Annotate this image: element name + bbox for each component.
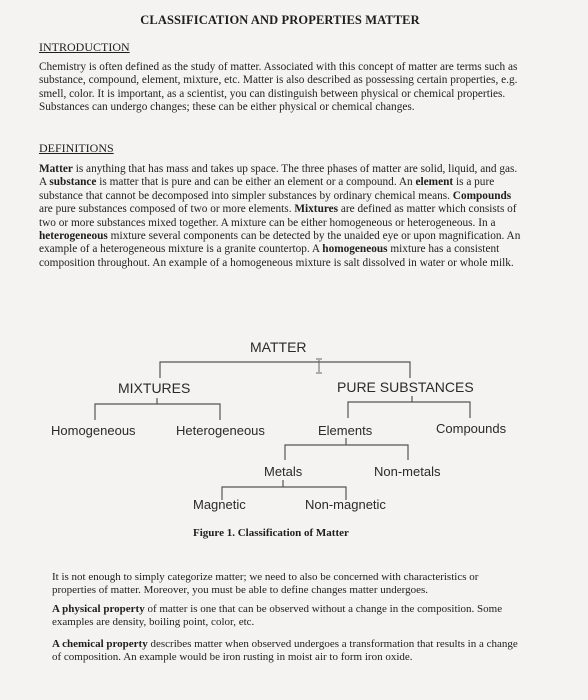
definition-term: homogeneous [322, 243, 388, 256]
document-title: CLASSIFICATION AND PROPERTIES MATTER [140, 13, 420, 27]
definition-text: mixture has a consistent composition throughout. An example of a homogeneous mixture is salt dissolved in water or whole milk. [39, 243, 514, 269]
physical-property-paragraph [52, 603, 522, 629]
definition-text: are defined as matter which consists of two or more substances mixed together. A mixture can be either homogeneous or heterogeneous. In a [39, 203, 517, 229]
properties-intro-paragraph: It is not enough to simply categorize matter; we need to also be concerned with characteristics or properties of matter. Moreover, you must be able to define changes matter undergoes. [52, 571, 479, 596]
magnetic-label: Magnetic [193, 497, 246, 512]
elements-branch-line [285, 445, 408, 460]
definitions-heading: DEFINITIONS [39, 141, 114, 155]
definition-term: heterogeneous [39, 230, 108, 243]
definition-text: is matter that is pure and can be either an element or a compound. An [96, 176, 416, 189]
physical-property-text: of matter is one that can be observed without a change in the composition. Some examples are density, boiling point, color, etc. [52, 603, 503, 628]
definition-text: mixture several components can be detected by the unaided eye or upon magnification. An example of a heterogeneous mixture is a granite countertop. A [39, 230, 521, 256]
introduction-heading: INTRODUCTION [39, 40, 130, 54]
definition-text: is a pure substance that cannot be decomposed into simpler substances by ordinary chemical means. [39, 176, 495, 202]
definition-term: Mixtures [294, 203, 339, 216]
pure-branch-line [348, 402, 470, 418]
mixtures-branch-line [95, 404, 220, 420]
matter-label: MATTER [250, 339, 307, 355]
introduction-paragraph: Chemistry is often defined as the study of matter. Associated with this concept of matter are terms such as substance, compound, element, mixture, etc. Matter is also described as possessing certain properties, e.g. smell, color. It is important, as a scientist, you can distinguish between physical or chemical properties. Substances can undergo changes; these can be either physical or chemical changes. [39, 61, 518, 114]
chemical-property-paragraph [52, 638, 522, 664]
figure-caption: Figure 1. Classification of Matter [193, 527, 349, 539]
definition-term: element [415, 176, 454, 189]
elements-label: Elements [318, 423, 373, 438]
non-magnetic-label: Non-magnetic [305, 497, 386, 512]
text-cursor-icon [316, 359, 322, 373]
definition-text: is anything that has mass and takes up space. The three phases of matter are solid, liquid, and gas. A [39, 163, 518, 189]
definition-term: substance [49, 176, 97, 189]
heterogeneous-label: Heterogeneous [176, 423, 265, 438]
definition-text: are pure substances composed of two or more elements. [39, 203, 295, 216]
definition-term: Matter [39, 163, 73, 175]
chemical-property-text: describes matter when observed undergoes a transformation that results in a change of composition. An example would be iron rusting in moist air to form iron oxide. [52, 638, 518, 663]
physical-property-term: A physical property [52, 603, 145, 615]
compounds-label: Compounds [436, 421, 507, 436]
matter-branch-line [160, 362, 410, 378]
non-metals-label: Non-metals [374, 464, 441, 479]
mixtures-label: MIXTURES [118, 380, 191, 396]
definition-term: Compounds [452, 189, 512, 202]
chemical-property-term: A chemical property [52, 638, 148, 650]
homogeneous-label: Homogeneous [51, 423, 136, 438]
metals-label: Metals [264, 464, 303, 479]
pure-substances-label: PURE SUBSTANCES [337, 379, 474, 395]
